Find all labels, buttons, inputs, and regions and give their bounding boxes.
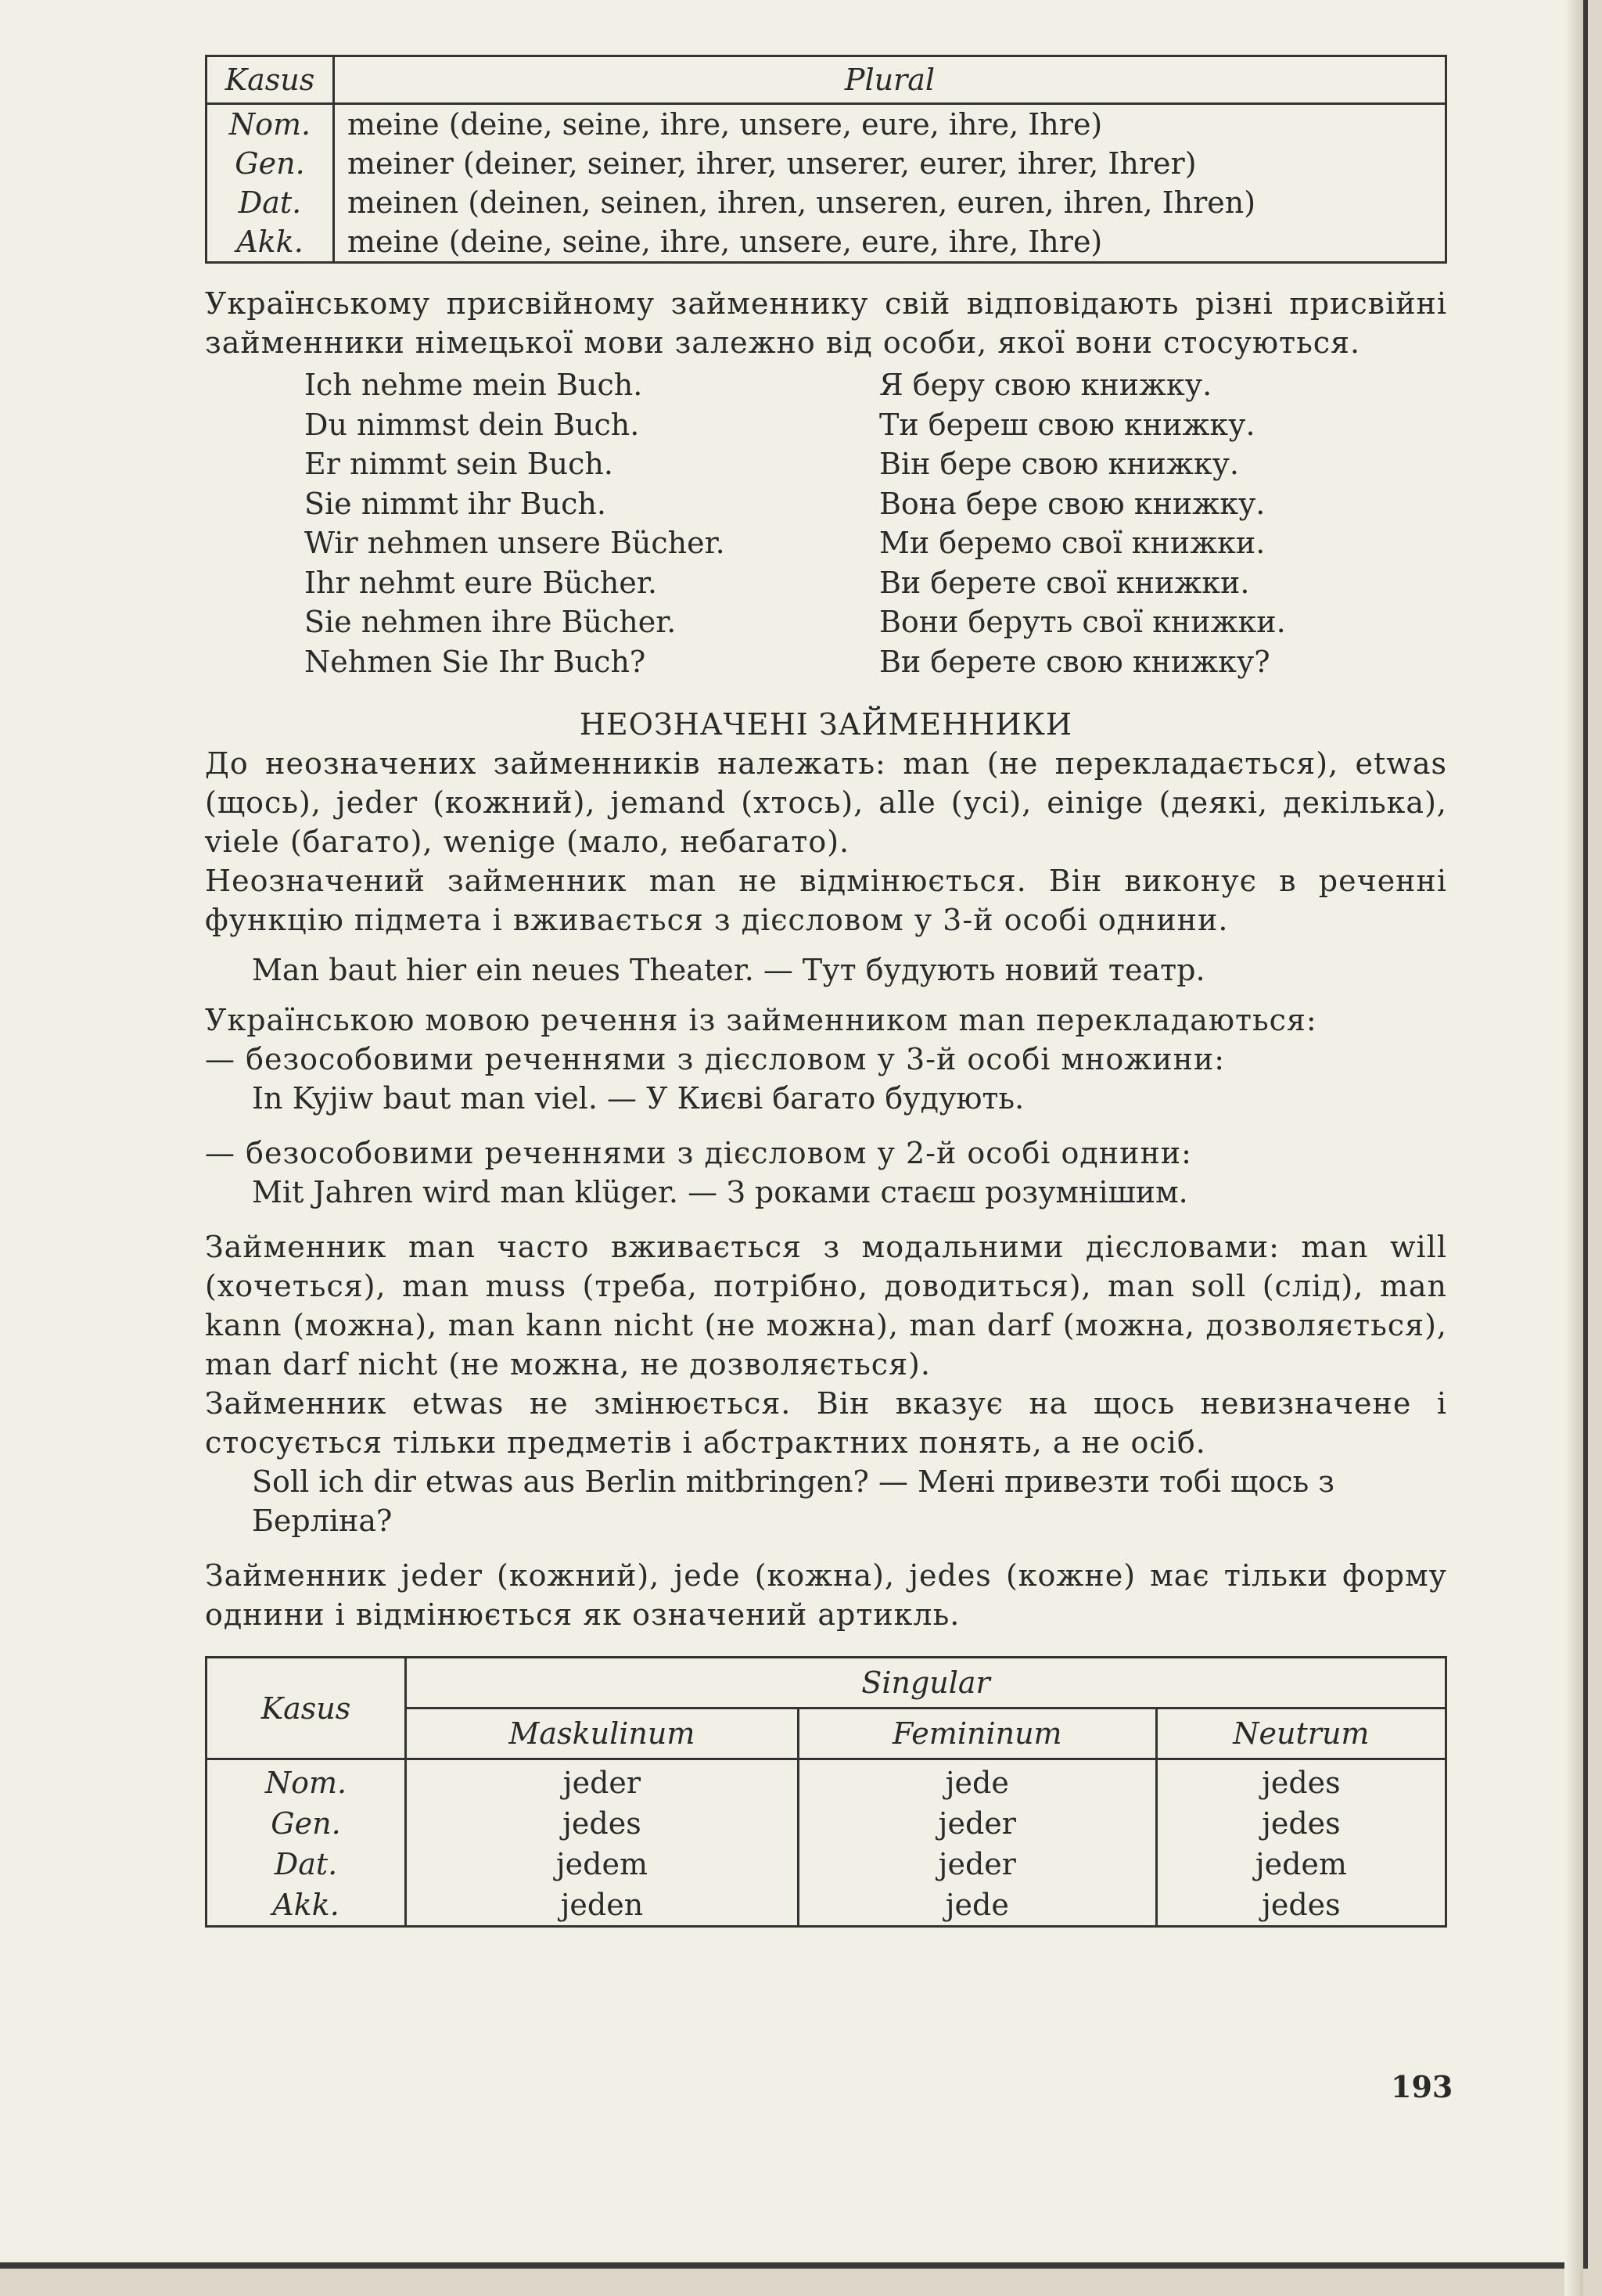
fem-cell: jeder <box>798 1803 1156 1844</box>
paragraph: Займенник jeder (кожний), jede (кожна), jedes (кожне) має тільки форму однини і відмінюється як означений артикль. <box>205 1558 1447 1632</box>
masc-cell: jedem <box>406 1844 799 1885</box>
table-row <box>207 144 1446 183</box>
col-header-plural: Plural <box>334 56 1446 104</box>
table-row <box>207 222 1446 263</box>
fem-cell: jede <box>798 1759 1156 1804</box>
table-row <box>207 104 1446 145</box>
col-header-maskulinum: Maskulinum <box>406 1709 799 1759</box>
example-de: Sie nehmen ihre Bücher. <box>304 605 677 639</box>
example-sentence: Mit Jahren wird man klüger. — З роками стаєш розумнішим. <box>252 1175 1188 1209</box>
paragraph: Займенник man часто вживається з модальними дієсловами: man will (хочеться), man muss (треба, потрібно, доводиться), man soll (слід), man kann (можна), man kann nicht (не можна), man darf (можна, дозволяється), man darf nicht (не можна, не дозволяється). <box>205 1230 1447 1382</box>
neut-cell: jedes <box>1156 1803 1446 1844</box>
col-header-kasus: Kasus <box>207 56 334 104</box>
example-sentence: In Kyjiw baut man viel. — У Києві багато будують. <box>252 1081 1025 1116</box>
case-cell: Akk. <box>207 222 334 263</box>
jeder-declension-table <box>205 1656 1447 1928</box>
paragraph: Українською мовою речення із займенником man перекладаються: <box>205 1003 1317 1037</box>
forms-cell: meine (deine, seine, ihre, unsere, eure, ihre, Ihre) <box>347 107 1103 142</box>
col-header-kasus: Kasus <box>207 1658 406 1759</box>
paragraph: До неозначених займенників належать: man (не перекладається), etwas (щось), jeder (кожний), jemand (хтось), alle (усі), einige (деякі, декілька), viele (багато), wenige (мало, небагато). <box>205 746 1447 859</box>
example-sentence: Soll ich dir etwas aus Berlin mitbringen? — Мені привезти тобі щось з Берліна? <box>252 1464 1335 1538</box>
example-uk: Він бере свою книжку. <box>879 447 1240 481</box>
masc-cell: jeder <box>406 1759 799 1804</box>
masc-cell: jeden <box>406 1885 799 1927</box>
col-header-femininum: Femininum <box>798 1709 1156 1759</box>
example-uk: Вони беруть свої книжки. <box>879 605 1286 639</box>
forms-cell: meiner (deiner, seiner, ihrer, unserer, eurer, ihrer, Ihrer) <box>347 146 1197 181</box>
example-de: Nehmen Sie Ihr Buch? <box>304 644 646 679</box>
example-de: Sie nimmt ihr Buch. <box>304 486 606 521</box>
example-uk: Ти береш свою книжку. <box>879 407 1255 442</box>
paragraph: — безособовими реченнями з дієсловом у 2-й особі однини: <box>205 1136 1192 1170</box>
example-de: Ihr nehmt eure Bücher. <box>304 565 657 600</box>
case-cell: Dat. <box>207 183 334 222</box>
fem-cell: jede <box>798 1885 1156 1927</box>
page-number: 193 <box>1391 2069 1453 2104</box>
table-row <box>207 1885 1446 1927</box>
forms-cell: meine (deine, seine, ihre, unsere, eure, ihre, Ihre) <box>347 225 1103 259</box>
col-header-singular: Singular <box>406 1658 1446 1709</box>
neut-cell: jedes <box>1156 1759 1446 1804</box>
paragraph: — безособовими реченнями з дієсловом у 3-й особі множини: <box>205 1042 1226 1076</box>
table-row <box>207 183 1446 222</box>
forms-cell: meinen (deinen, seinen, ihren, unseren, euren, ihren, Ihren) <box>347 185 1256 220</box>
example-de: Ich nehme mein Buch. <box>304 368 643 402</box>
paragraph: Неозначений займенник man не відмінюється. Він виконує в реченні функцію підмета і вживається з дієсловом у 3-й особі однини. <box>205 864 1447 937</box>
example-uk: Ми беремо свої книжки. <box>879 526 1266 560</box>
example-uk: Ви берете свою книжку? <box>879 644 1270 679</box>
section-heading: НЕОЗНАЧЕНІ ЗАЙМЕННИКИ <box>579 707 1073 742</box>
case-cell: Gen. <box>271 1806 341 1841</box>
page-edge-shadow <box>1564 0 1583 2296</box>
example-de: Wir nehmen unsere Bücher. <box>304 526 725 560</box>
case-cell: Akk. <box>272 1888 339 1922</box>
table-row <box>207 1803 1446 1844</box>
case-cell: Dat. <box>274 1847 338 1881</box>
example-uk: Я беру свою книжку. <box>879 368 1212 402</box>
neut-cell: jedes <box>1156 1885 1446 1927</box>
paragraph: Займенник etwas не змінюється. Він вказує на щось невизначене і стосується тільки предметів і абстрактних понять, а не осіб. <box>205 1386 1447 1460</box>
example-sentence: Man baut hier ein neues Theater. — Тут будують новий театр. <box>252 953 1205 987</box>
neut-cell: jedem <box>1156 1844 1446 1885</box>
example-uk: Ви берете свої книжки. <box>879 565 1250 600</box>
table-row <box>207 1844 1446 1885</box>
col-header-neutrum: Neutrum <box>1156 1709 1446 1759</box>
case-cell: Nom. <box>264 1766 347 1800</box>
masc-cell: jedes <box>406 1803 799 1844</box>
case-cell: Nom. <box>207 104 334 145</box>
plural-declension-table <box>205 55 1447 264</box>
table-row <box>207 1759 1446 1804</box>
example-uk: Вона бере свою книжку. <box>879 486 1266 521</box>
example-de: Du nimmst dein Buch. <box>304 407 640 442</box>
possessive-examples <box>205 365 1447 681</box>
page-content <box>205 55 1447 1928</box>
fem-cell: jeder <box>798 1844 1156 1885</box>
example-de: Er nimmt sein Buch. <box>304 447 613 481</box>
case-cell: Gen. <box>207 144 334 183</box>
intro-paragraph: Українському присвійному займеннику свій відповідають різні присвійні займенники німецької мови залежно від особи, якої вони стосуються. <box>205 286 1447 360</box>
